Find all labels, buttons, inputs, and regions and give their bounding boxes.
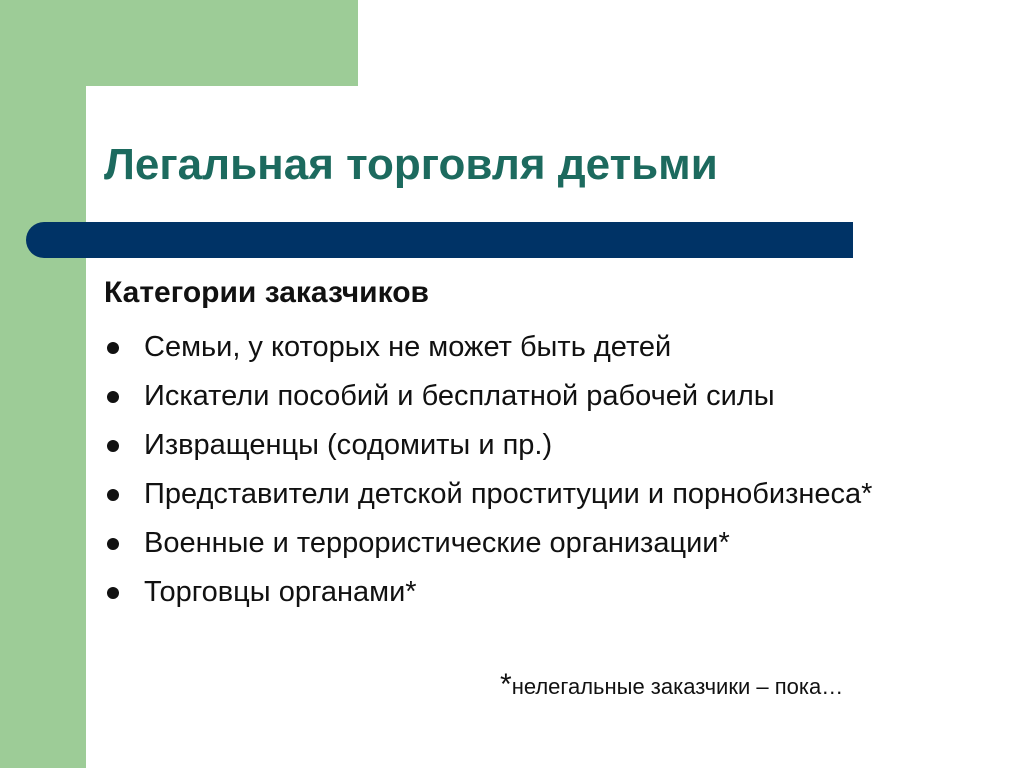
slide-title: Легальная торговля детьми — [104, 140, 718, 189]
bullet-text: Искатели пособий и бесплатной рабочей силы — [144, 380, 775, 412]
footnote-text: нелегальные заказчики – пока… — [511, 674, 844, 699]
bullet-dot-icon — [107, 587, 119, 599]
bullet-list — [104, 328, 904, 622]
slide-subheading: Категории заказчиков — [104, 276, 429, 309]
bullet-item — [104, 475, 904, 513]
bullet-text: Извращенцы (содомиты и пр.) — [144, 429, 553, 461]
bullet-dot-icon — [107, 440, 119, 452]
bullet-item — [104, 524, 904, 562]
bullet-item — [104, 328, 904, 366]
footnote — [500, 668, 843, 702]
bullet-text: Торговцы органами* — [144, 576, 417, 608]
green-top-block — [0, 0, 358, 86]
footnote-marker: * — [500, 668, 512, 701]
title-divider-bar — [26, 222, 853, 258]
green-side-strip — [0, 0, 86, 768]
bullet-dot-icon — [107, 342, 119, 354]
bullet-item — [104, 573, 904, 611]
bullet-dot-icon — [107, 489, 119, 501]
bullet-dot-icon — [107, 538, 119, 550]
bullet-text: Представители детской проституции и порнобизнеса* — [144, 478, 873, 510]
bullet-text: Военные и террористические организации* — [144, 527, 730, 559]
bullet-dot-icon — [107, 391, 119, 403]
bullet-item — [104, 426, 904, 464]
bullet-item — [104, 377, 904, 415]
bullet-text: Семьи, у которых не может быть детей — [144, 331, 672, 363]
